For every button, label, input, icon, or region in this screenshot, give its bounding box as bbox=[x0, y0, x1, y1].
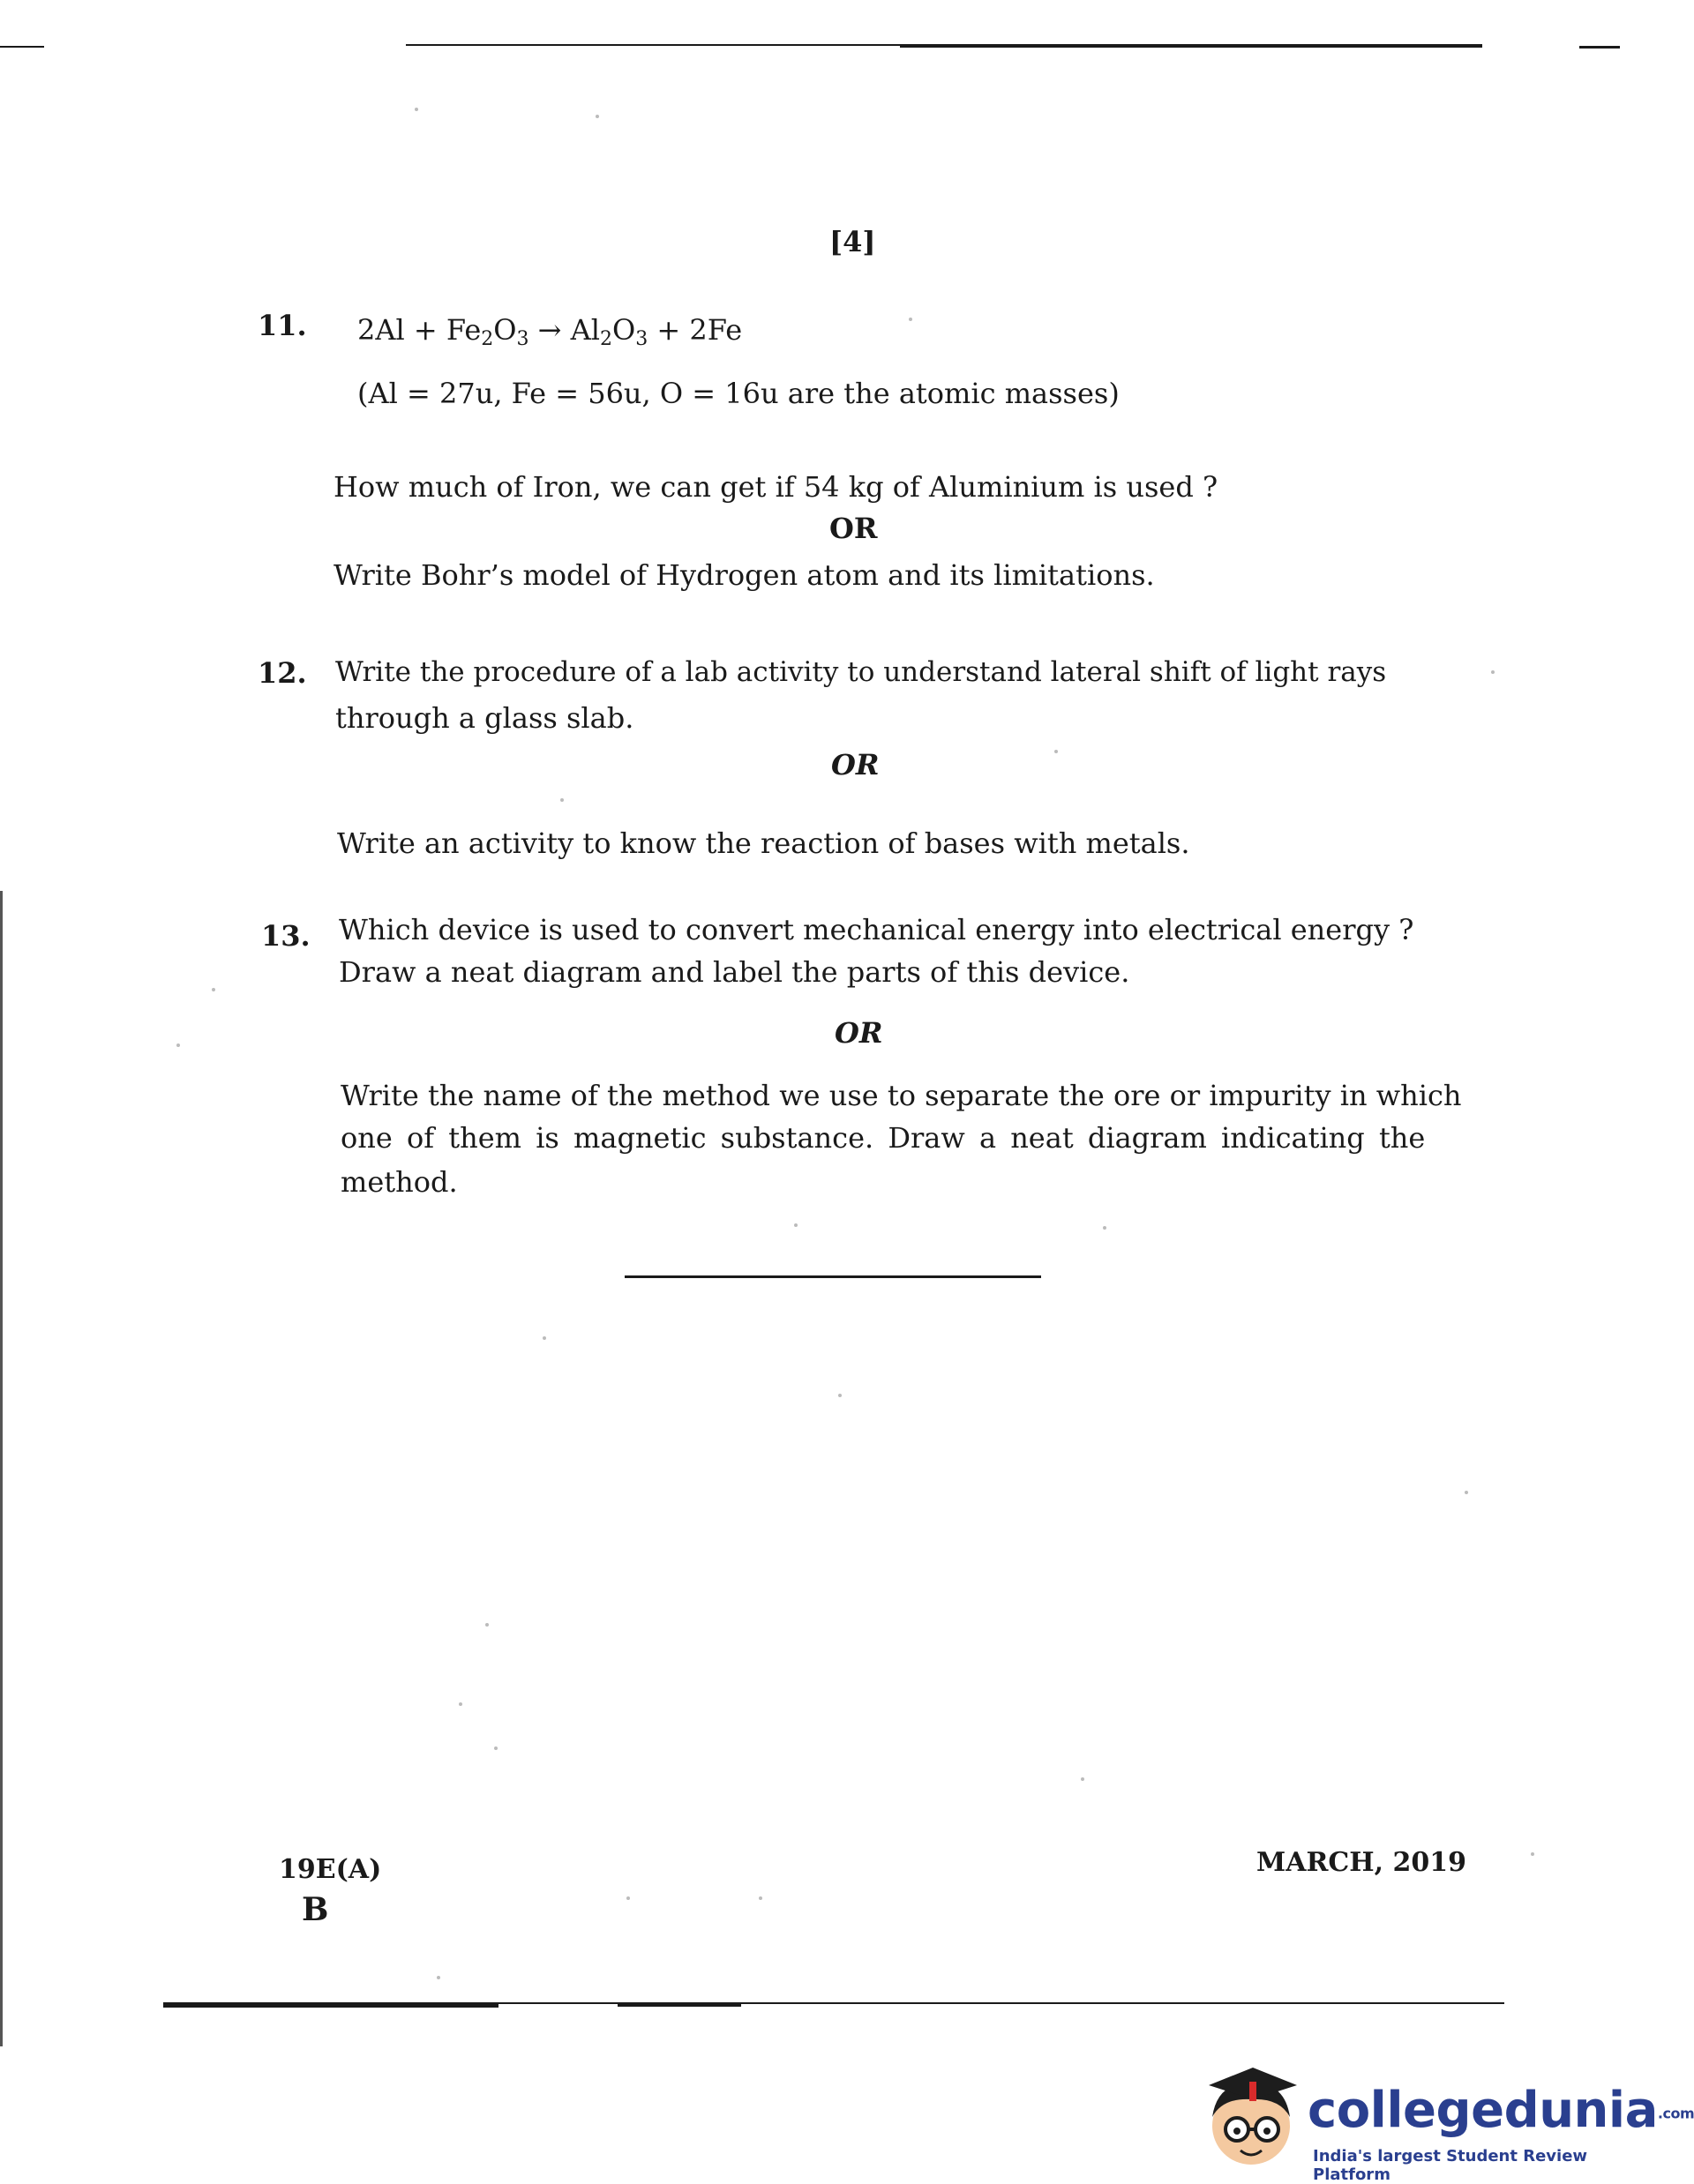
q13-alt-line3: method. bbox=[341, 1165, 458, 1199]
collegedunia-logo bbox=[1200, 2064, 1694, 2184]
q13-line1: Which device is used to convert mechanical energy into electrical energy ? bbox=[339, 913, 1414, 946]
brand-name: collegedunia.com bbox=[1308, 2082, 1694, 2139]
q12-or: OR bbox=[831, 748, 880, 782]
exam-date: MARCH, 2019 bbox=[1256, 1847, 1467, 1878]
q13-or: OR bbox=[835, 1016, 883, 1050]
question-number-12: 12. bbox=[258, 656, 307, 690]
q13-line2: Draw a neat diagram and label the parts of this device. bbox=[339, 955, 1130, 989]
question-number-11: 11. bbox=[258, 309, 307, 342]
q12-line1: Write the procedure of a lab activity to understand lateral shift of light rays bbox=[335, 656, 1387, 688]
top-rule-right bbox=[1579, 46, 1620, 49]
brand-tagline: India's largest Student Review Platform bbox=[1313, 2147, 1588, 2184]
mascot-icon bbox=[1200, 2064, 1306, 2175]
paper-code: 19E(A) bbox=[279, 1854, 382, 1885]
bottom-rule-mid bbox=[618, 2004, 741, 2007]
left-edge-line bbox=[0, 891, 3, 2046]
atomic-masses: (Al = 27u, Fe = 56u, O = 16u are the atomic masses) bbox=[357, 377, 1120, 410]
brand-tld: .com bbox=[1657, 2105, 1694, 2122]
end-rule bbox=[625, 1275, 1041, 1278]
paper-set: B bbox=[302, 1891, 329, 1928]
q11-alternative: Write Bohr’s model of Hydrogen atom and its limitations. bbox=[334, 558, 1155, 592]
q11-text: How much of Iron, we can get if 54 kg of Aluminium is used ? bbox=[334, 470, 1218, 504]
q12-line2: through a glass slab. bbox=[335, 701, 634, 735]
q11-or: OR bbox=[829, 512, 878, 545]
page-number: [4] bbox=[829, 225, 876, 258]
bottom-rule-thick bbox=[163, 2004, 498, 2008]
q12-alternative: Write an activity to know the reaction of bases with metals. bbox=[337, 826, 1190, 860]
top-rule-left bbox=[0, 46, 44, 48]
q13-alt-line2: one of them is magnetic substance. Draw a neat diagram indicating the bbox=[341, 1121, 1426, 1155]
q13-alt-line1: Write the name of the method we use to separate the ore or impurity in which bbox=[341, 1079, 1462, 1112]
top-rule-thick bbox=[900, 44, 1482, 48]
chemical-equation: $2Al + Fe_2O_3 \to Al_2O_3 + 2Fe$ bbox=[357, 313, 743, 350]
question-number-13: 13. bbox=[261, 919, 311, 953]
